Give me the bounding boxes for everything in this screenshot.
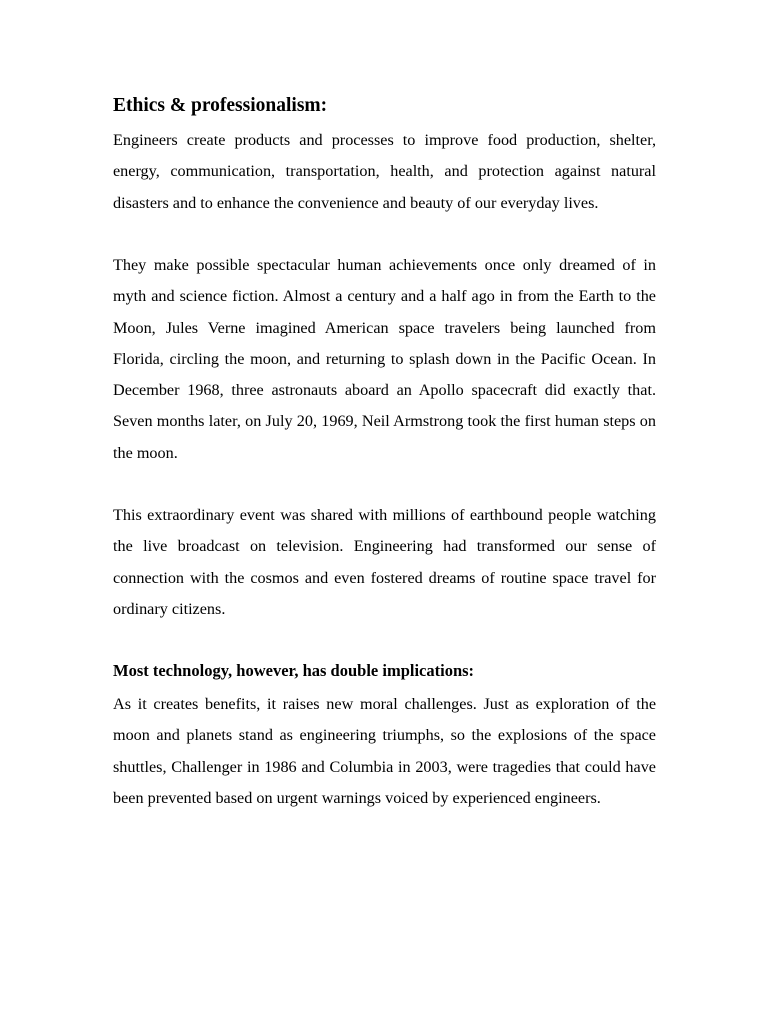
paragraph-moral-challenges: As it creates benefits, it raises new moral challenges. Just as exploration of the moon and planets stand as engineering triumphs, so the explosions of the space shuttles, Challenger in 1986 and Columbia in 2003, were tragedies that could have been prevented based on urgent warnings voiced by experienced engineers. [113,695,656,807]
paragraph-engineers-create: Engineers create products and processes to improve food production, shelter, energy, communication, transportation, health, and protection against natural disasters and to enhance the convenience and beauty of our everyday lives. [113,131,656,212]
paragraph-extraordinary-event: This extraordinary event was shared with millions of earthbound people watching the live broadcast on television. Engineering had transformed our sense of connection with the cosmos and even fostered dreams of routine space travel for ordinary citizens. [113,506,656,618]
heading-double-implications: Most technology, however, has double implications: [113,661,475,680]
heading-ethics-professionalism: Ethics & professionalism: [113,95,328,116]
paragraph-spectacular-achievements: They make possible spectacular human achievements once only dreamed of in myth and science fiction. Almost a century and a half ago in from the Earth to the Moon, Jules Verne imagined American space travelers being launched from Florida, circling the moon, and returning to splash down in the Pacific Ocean. In December 1968, three astronauts aboard an Apollo spacecraft did exactly that. Seven months later, on July 20, 1969, Neil Armstrong took the first human steps on the moon. [113,256,656,462]
document-page [113,0,656,1024]
